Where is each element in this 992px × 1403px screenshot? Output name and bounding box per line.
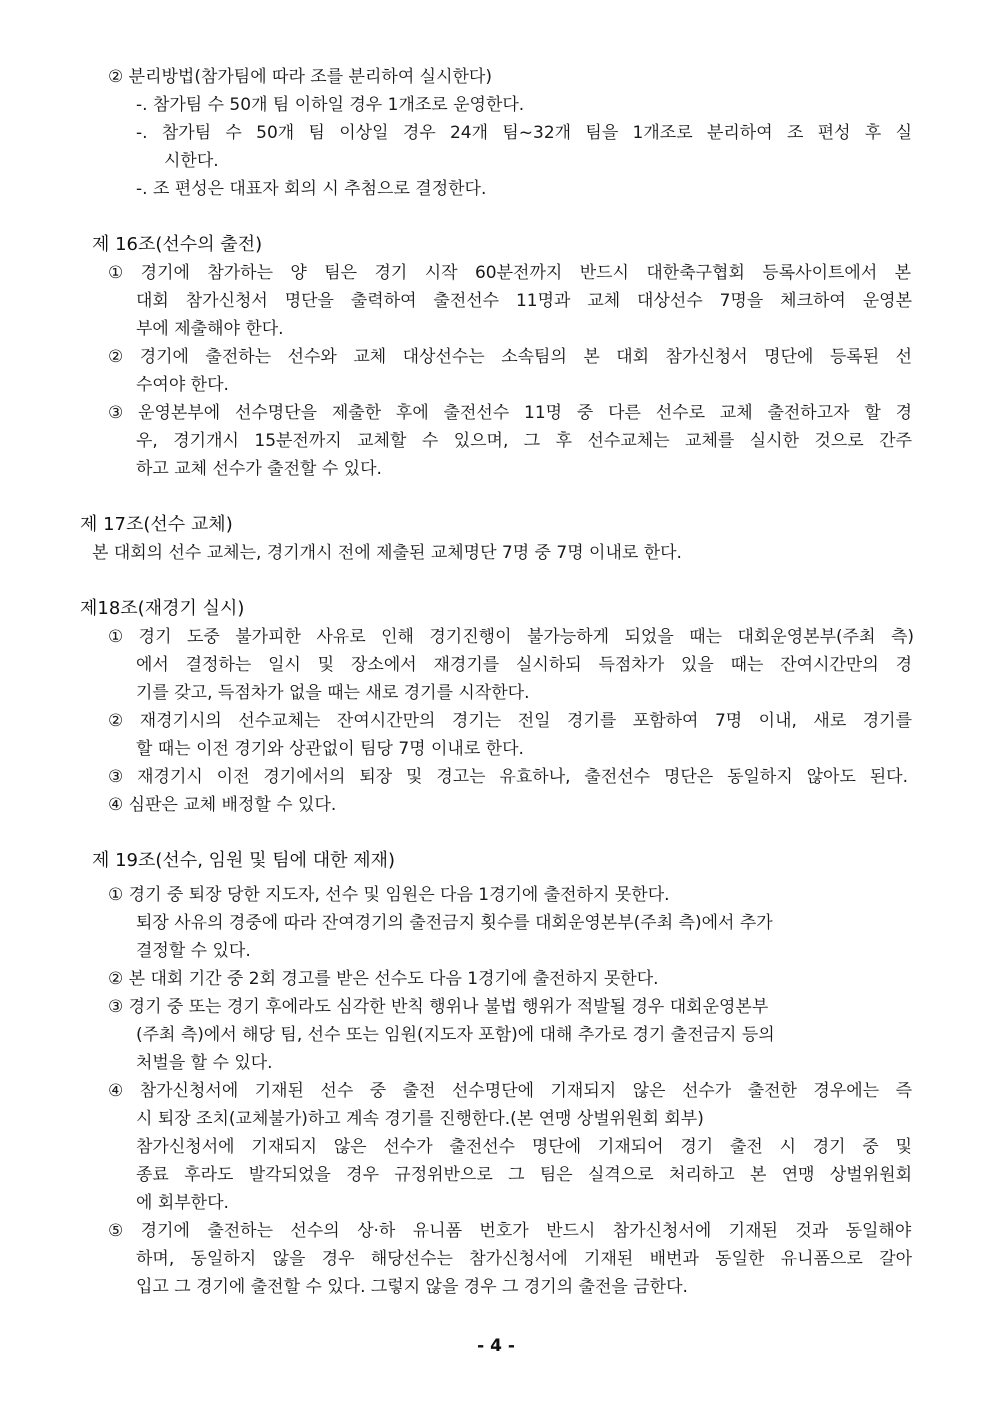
text-line: ③ 경기 중 또는 경기 후에라도 심각한 반칙 행위나 불법 행위가 적발될 경우 대회운영본부 [108,997,769,1017]
text-line: 하며, 동일하지 않을 경우 해당선수는 참가신청서에 기재된 배번과 동일한 유니폼으로 갈아 [136,1249,912,1269]
article-heading: 제 16조(선수의 출전) [92,234,263,255]
text-line: ② 본 대회 기간 중 2회 경고를 받은 선수도 다음 1경기에 출전하지 못한다. [108,969,659,989]
text-line: 시한다. [164,151,219,171]
text-line: 기를 갖고, 득점차가 없을 때는 새로 경기를 시작한다. [136,683,530,703]
article-heading: 제 17조(선수 교체) [80,514,233,535]
text-line: 퇴장 사유의 경중에 따라 잔여경기의 출전금지 횟수를 대회운영본부(주최 측)에서 추가 [136,913,773,933]
text-line: ① 경기 도중 불가피한 사유로 인해 경기진행이 불가능하게 되었을 때는 대회운영본부(주최 측) [108,627,914,647]
text-line: ⑤ 경기에 출전하는 선수의 상·하 유니폼 번호가 반드시 참가신청서에 기재된 것과 동일해야 [108,1221,912,1241]
text-line: 우, 경기개시 15분전까지 교체할 수 있으며, 그 후 선수교체는 교체를 실시한 것으로 간주 [136,431,912,451]
text-line: (주최 측)에서 해당 팀, 선수 또는 임원(지도자 포함)에 대해 추가로 경기 출전금지 등의 [136,1025,775,1045]
text-line: -. 조 편성은 대표자 회의 시 추첨으로 결정한다. [136,179,487,199]
article-heading: 제 19조(선수, 임원 및 팀에 대한 제재) [92,850,396,871]
text-line: 수여야 한다. [136,375,229,395]
text-line: 하고 교체 선수가 출전할 수 있다. [136,459,382,479]
text-line: 처벌을 할 수 있다. [136,1053,273,1073]
text-line: 에서 결정하는 일시 및 장소에서 재경기를 실시하되 득점차가 있을 때는 잔여시간만의 경 [136,655,912,675]
text-line: -. 참가팀 수 50개 팀 이상일 경우 24개 팀~32개 팀을 1개조로 분리하여 조 편성 후 실 [136,123,912,143]
text-line: ④ 심판은 교체 배정할 수 있다. [108,795,337,815]
text-line: 참가신청서에 기재되지 않은 선수가 출전선수 명단에 기재되어 경기 출전 시 경기 중 및 [136,1137,912,1157]
text-line: 시 퇴장 조치(교체불가)하고 계속 경기를 진행한다.(본 연맹 상벌위원회 회부) [136,1109,704,1129]
text-line: -. 참가팀 수 50개 팀 이하일 경우 1개조로 운영한다. [136,95,525,115]
text-line: 본 대회의 선수 교체는, 경기개시 전에 제출된 교체명단 7명 중 7명 이내로 한다. [92,543,682,563]
text-line: 부에 제출해야 한다. [136,319,284,339]
text-line: ③ 운영본부에 선수명단을 제출한 후에 출전선수 11명 중 다른 선수로 교체 출전하고자 할 경 [108,403,912,423]
text-line: 종료 후라도 발각되었을 경우 규정위반으로 그 팀은 실격으로 처리하고 본 연맹 상벌위원회 [136,1165,912,1185]
text-line: ② 재경기시의 선수교체는 잔여시간만의 경기는 전일 경기를 포함하여 7명 이내, 새로 경기를 [108,711,912,731]
text-line: 대회 참가신청서 명단을 출력하여 출전선수 11명과 교체 대상선수 7명을 체크하여 운영본 [136,291,912,311]
article-heading: 제18조(재경기 실시) [80,598,245,619]
text-line: ② 분리방법(참가팀에 따라 조를 분리하여 실시한다) [108,67,492,87]
text-line: ① 경기에 참가하는 양 팀은 경기 시작 60분전까지 반드시 대한축구협회 등록사이트에서 본 [108,263,912,283]
text-line: ② 경기에 출전하는 선수와 교체 대상선수는 소속팀의 본 대회 참가신청서 명단에 등록된 선 [108,347,912,367]
text-line: ① 경기 중 퇴장 당한 지도자, 선수 및 임원은 다음 1경기에 출전하지 못한다. [108,885,670,905]
text-line: 결정할 수 있다. [136,941,251,961]
text-line: 할 때는 이전 경기와 상관없이 팀당 7명 이내로 한다. [136,739,524,759]
text-line: ③ 재경기시 이전 경기에서의 퇴장 및 경고는 유효하나, 출전선수 명단은 동일하지 않아도 된다. [108,767,908,787]
page-number: - 4 - [477,1336,515,1356]
text-line: 입고 그 경기에 출전할 수 있다. 그렇지 않을 경우 그 경기의 출전을 금한다. [136,1277,688,1297]
text-line: ④ 참가신청서에 기재된 선수 중 출전 선수명단에 기재되지 않은 선수가 출전한 경우에는 즉 [108,1081,912,1101]
text-line: 에 회부한다. [136,1193,229,1213]
